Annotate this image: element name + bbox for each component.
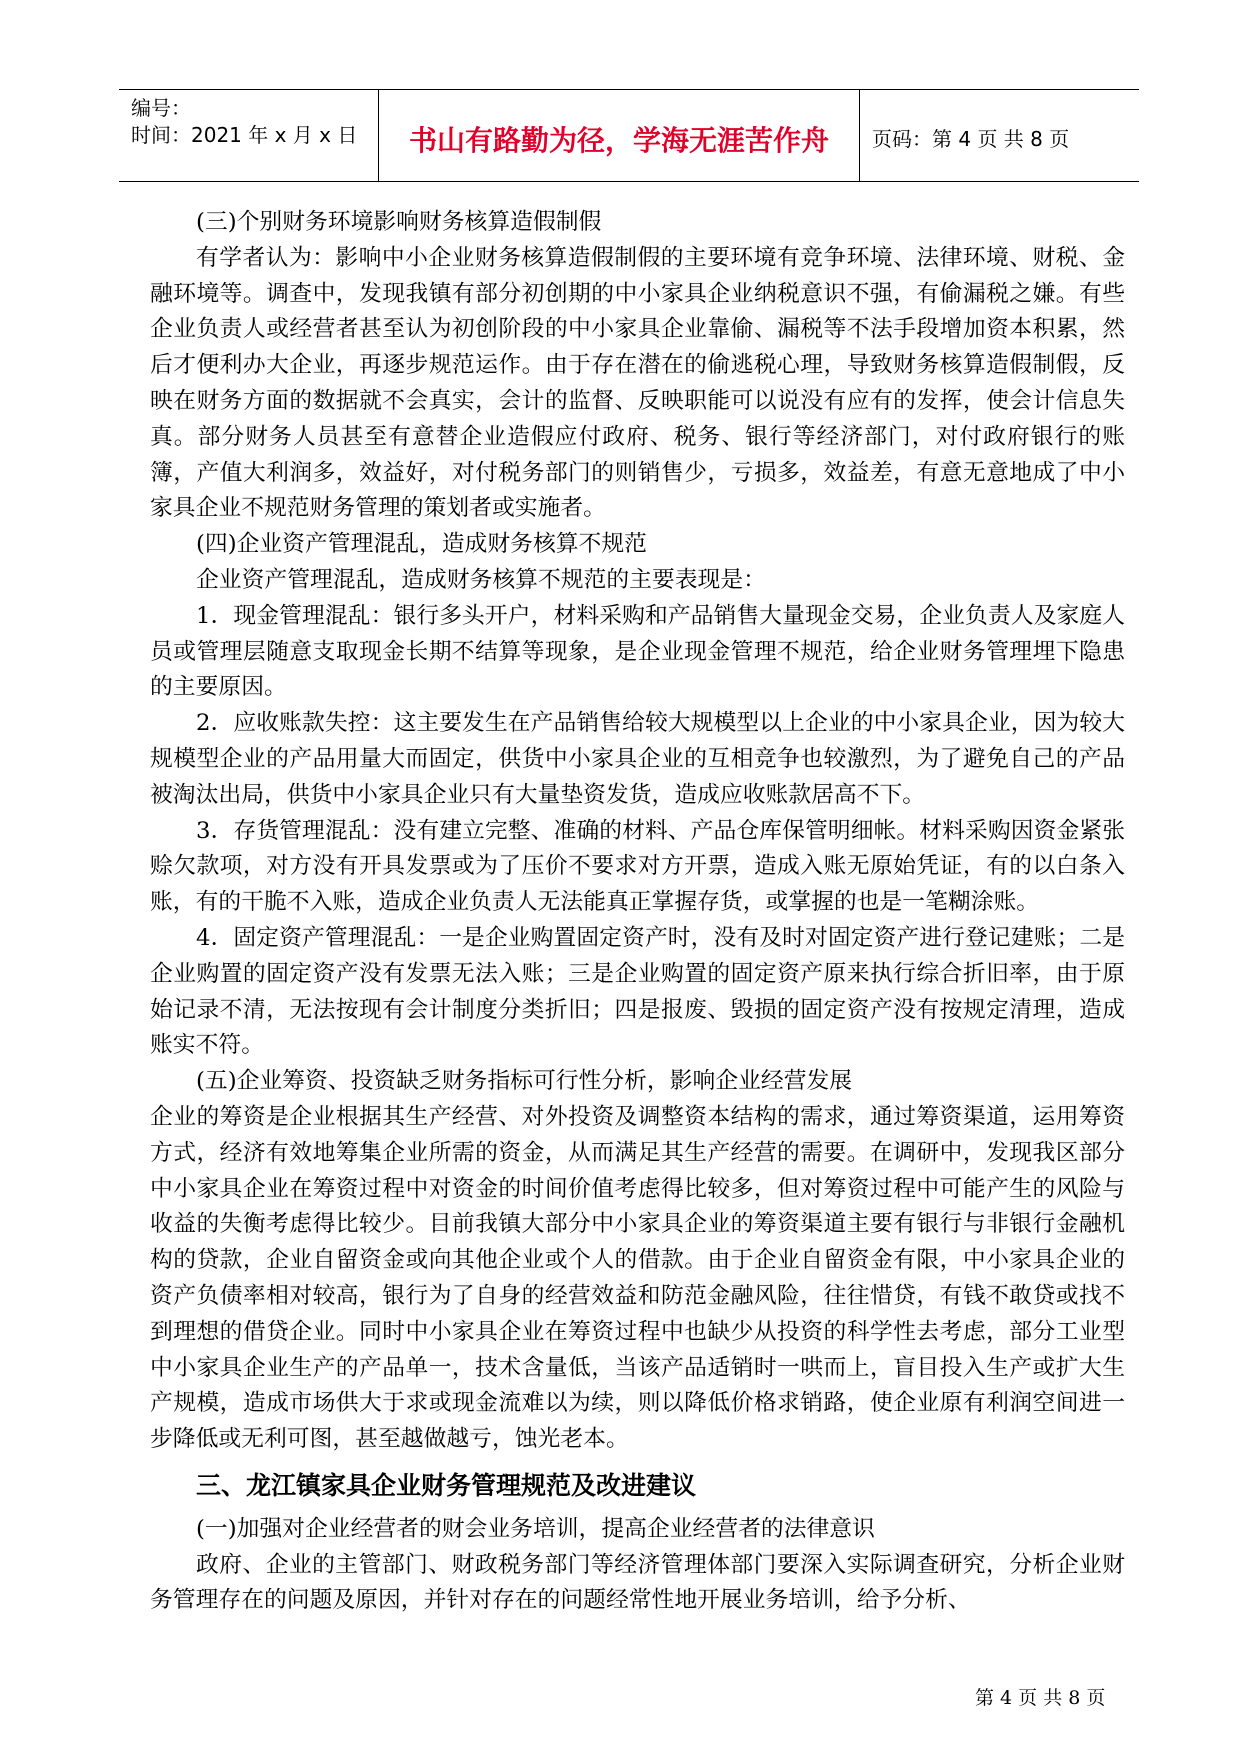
header-page-cell [860,90,1139,181]
body-paragraph: 企业的筹资是企业根据其生产经营、对外投资及调整资本结构的需求，通过筹资渠道，运用筹资方式，经济有效地筹集企业所需的资金，从而满足其生产经营的需要。在调研中，发现我区部分中小家具企业在筹资过程中对资金的时间价值考虑得比较多，但对筹资过程中可能产生的风险与收益的失衡考虑得比较少。目前我镇大部分中小家具企业的筹资渠道主要有银行与非银行金融机构的贷款，企业自留资金或向其他企业或个人的借款。由于企业自留资金有限，中小家具企业的资产负债率相对较高，银行为了自身的经营效益和防范金融风险，往往惜贷，有钱不敢贷或找不到理想的借贷企业。同时中小家具企业在筹资过程中也缺少从投资的科学性去考虑，部分工业型中小家具企业生产的产品单一，技术含量低，当该产品适销时一哄而上，盲目投入生产或扩大生产规模，造成市场供大于求或现金流难以为续，则以降低价格求销路，使企业原有利润空间进一步降低或无利可图，甚至越做越亏，蚀光老本。 [150,1103,1125,1453]
header-page-info: 页码：第 4 页 共 8 页 [872,127,1070,151]
body-paragraph: (三)个别财务环境影响财务核算造假制假 [196,209,602,235]
body-paragraph: 4．固定资产管理混乱：一是企业购置固定资产时，没有及时对固定资产进行登记建账；二是企业购置的固定资产没有发票无法入账；三是企业购置的固定资产原来执行综合折旧率，由于原始记录不清，无法按现有会计制度分类折旧；四是报废、毁损的固定资产没有按规定清理，造成账实不符。 [150,924,1125,1059]
body-paragraph: 3．存货管理混乱：没有建立完整、准确的材料、产品仓库保管明细帐。材料采购因资金紧张赊欠款项，对方没有开具发票或为了压价不要求对方开票，造成入账无原始凭证，有的以白条入账，有的干脆不入账，造成企业负责人无法能真正掌握存货，或掌握的也是一笔糊涂账。 [150,817,1125,916]
body-paragraph: (四)企业资产管理混乱，造成财务核算不规范 [196,531,647,558]
header-motto-cell [379,90,860,181]
body-paragraph: 1．现金管理混乱：银行多头开户，材料采购和产品销售大量现金交易，企业负责人及家庭人员或管理层随意支取现金长期不结算等现象，是企业现金管理不规范，给企业财务管理埋下隐患的主要原因。 [150,602,1125,701]
body-paragraph: 政府、企业的主管部门、财政税务部门等经济管理体部门要深入实际调查研究，分析企业财务管理存在的问题及原因，并针对存在的问题经常性地开展业务培训，给予分析、 [150,1551,1125,1614]
document-date-label: 时间：2021 年 x 月 x 日 [131,123,358,147]
body-paragraph: 2．应收账款失控：这主要发生在产品销售给较大规模型以上企业的中小家具企业，因为较大规模型企业的产品用量大而固定，供货中小家具企业的互相竞争也较激烈，为了避免自己的产品被淘汰出局，供货中小家具企业只有大量垫资发货，造成应收账款居高不下。 [150,710,1125,808]
page-header [119,89,1139,182]
body-paragraph: (五)企业筹资、投资缺乏财务指标可行性分析，影响企业经营发展 [196,1068,853,1095]
body-paragraph: 有学者认为：影响中小企业财务核算造假制假的主要环境有竞争环境、法律环境、财税、金融环境等。调查中，发现我镇有部分初创期的中小家具企业纳税意识不强，有偷漏税之嫌。有些企业负责人或经营者甚至认为初创阶段的中小家具企业靠偷、漏税等不法手段增加资本积累，然后才便利办大企业，再逐步规范运作。由于存在潜在的偷逃税心理，导致财务核算造假制假，反映在财务方面的数据就不会真实，会计的监督、反映职能可以说没有应有的发挥，使会计信息失真。部分财务人员甚至有意替企业造假应付政府、税务、银行等经济部门，对付政府银行的账簿，产值大利润多，效益好，对付税务部门的则销售少，亏损多，效益差，有意无意地成了中小家具企业不规范财务管理的策划者或实施者。 [150,244,1125,522]
header-meta-cell [119,90,379,181]
section-heading: 三、龙江镇家具企业财务管理规范及改进建议 [196,1470,697,1500]
document-number-label: 编号： [131,96,191,120]
document-body [150,205,1125,1619]
body-paragraph: 企业资产管理混乱，造成财务核算不规范的主要表现是： [196,566,766,593]
body-paragraph: (一)加强对企业经营者的财会业务培训，提高企业经营者的法律意识 [196,1515,875,1542]
page-footer: 第 4 页 共 8 页 [975,1687,1106,1709]
header-motto: 书山有路勤为径，学海无涯苦作舟 [408,124,829,157]
